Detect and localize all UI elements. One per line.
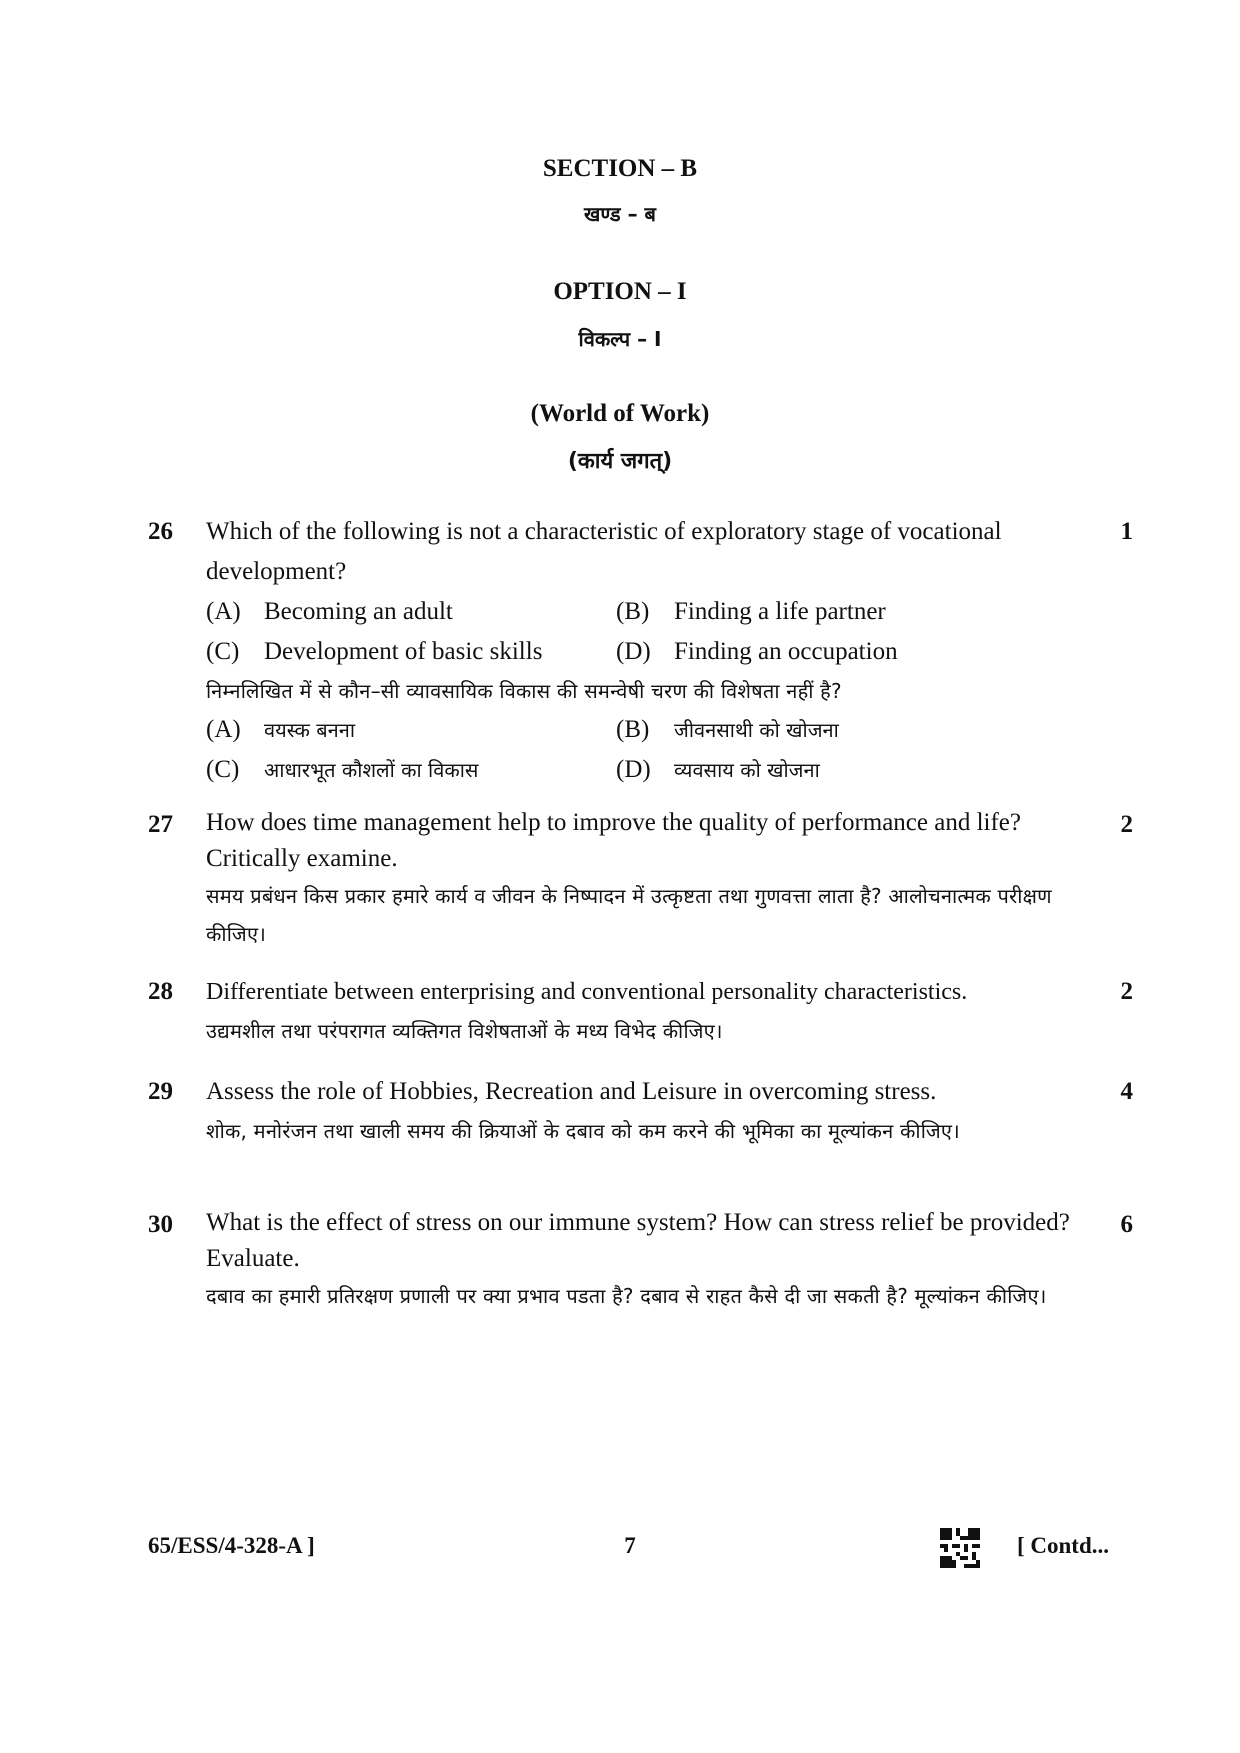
options-row-en-2 bbox=[206, 632, 1076, 672]
topic-title: (World of Work) bbox=[530, 400, 710, 427]
question-number: 27 bbox=[148, 811, 173, 838]
option-title-hindi: विकल्प – I bbox=[578, 327, 662, 351]
question-text: What is the effect of stress on our immune system? How can stress relief be provided? Evaluate. bbox=[206, 1209, 1070, 1272]
options-row-hi-2 bbox=[206, 750, 1076, 790]
question-number: 30 bbox=[148, 1211, 173, 1238]
question-28 bbox=[148, 972, 1133, 1062]
option-b: (B) Finding a life partner bbox=[616, 598, 886, 625]
topic-title-hindi: (कार्य जगत्) bbox=[567, 449, 673, 474]
question-text-hindi: उद्यमशील तथा परंपरागत व्यक्तिगत विशेषताओं के मध्य विभेद कीजिए। bbox=[206, 1019, 723, 1043]
option-d-hindi: (D) व्यवसाय को खोजना bbox=[616, 756, 820, 783]
question-marks: 6 bbox=[1120, 1211, 1133, 1238]
question-text-hindi: समय प्रबंधन किस प्रकार हमारे कार्य व जीवन के निष्पादन में उत्कृष्टता तथा गुणवत्ता लाता है? आलोचनात्मक परीक्षण कीजिए। bbox=[206, 884, 1052, 946]
question-text: Assess the role of Hobbies, Recreation and Leisure in overcoming stress. bbox=[206, 1078, 937, 1105]
option-b-hindi: (B) जीवनसाथी को खोजना bbox=[616, 716, 839, 743]
question-text-hindi: शोक, मनोरंजन तथा खाली समय की क्रियाओं के दबाव को कम करने की भूमिका का मूल्यांकन कीजिए। bbox=[206, 1119, 960, 1143]
question-body bbox=[206, 805, 1076, 953]
question-marks: 4 bbox=[1120, 1078, 1133, 1105]
question-marks: 1 bbox=[1120, 518, 1133, 545]
question-text: Which of the following is not a characteristic of exploratory stage of vocational development? bbox=[206, 518, 1002, 585]
option-c-hindi: (C) आधारभूत कौशलों का विकास bbox=[206, 756, 479, 783]
page-number: 7 bbox=[624, 1533, 636, 1558]
options-row-en-1 bbox=[206, 592, 1076, 632]
question-body bbox=[206, 1205, 1076, 1315]
question-number: 26 bbox=[148, 518, 173, 545]
question-text-hindi: निम्नलिखित में से कौन–सी व्यावसायिक विकास की समन्वेषी चरण की विशेषता नहीं है? bbox=[206, 679, 842, 703]
section-title-hindi: खण्ड – ब bbox=[584, 202, 656, 226]
question-26 bbox=[148, 512, 1133, 792]
options-row-hi-1 bbox=[206, 710, 1076, 750]
option-a-hindi: (A) वयस्क बनना bbox=[206, 716, 356, 743]
question-body bbox=[206, 972, 1091, 1050]
question-marks: 2 bbox=[1120, 978, 1133, 1005]
question-27 bbox=[148, 805, 1133, 965]
option-c: (C) Development of basic skills bbox=[206, 638, 543, 665]
question-30 bbox=[148, 1205, 1133, 1375]
question-29 bbox=[148, 1072, 1133, 1202]
question-marks: 2 bbox=[1120, 811, 1133, 838]
option-d: (D) Finding an occupation bbox=[616, 638, 898, 665]
option-title: OPTION – I bbox=[553, 278, 687, 305]
question-text: How does time management help to improve the quality of performance and life? Critically examine. bbox=[206, 809, 1022, 872]
paper-code: 65/ESS/4-328-A ] bbox=[148, 1533, 315, 1558]
option-a: (A) Becoming an adult bbox=[206, 598, 453, 625]
contd-label: [ Contd... bbox=[1017, 1533, 1110, 1558]
question-body bbox=[206, 512, 1076, 790]
question-text-hindi: दबाव का हमारी प्रतिरक्षण प्रणाली पर क्या प्रभाव पडता है? दबाव से राहत कैसे दी जा सकती है? मूल्यांकन कीजिए। bbox=[206, 1284, 1047, 1308]
qr-code-icon bbox=[940, 1528, 980, 1568]
question-body bbox=[206, 1072, 1076, 1150]
question-text: Differentiate between enterprising and conventional personality characteristics. bbox=[206, 979, 968, 1005]
section-title: SECTION – B bbox=[542, 155, 698, 182]
question-number: 29 bbox=[148, 1078, 173, 1105]
question-number: 28 bbox=[148, 978, 173, 1005]
